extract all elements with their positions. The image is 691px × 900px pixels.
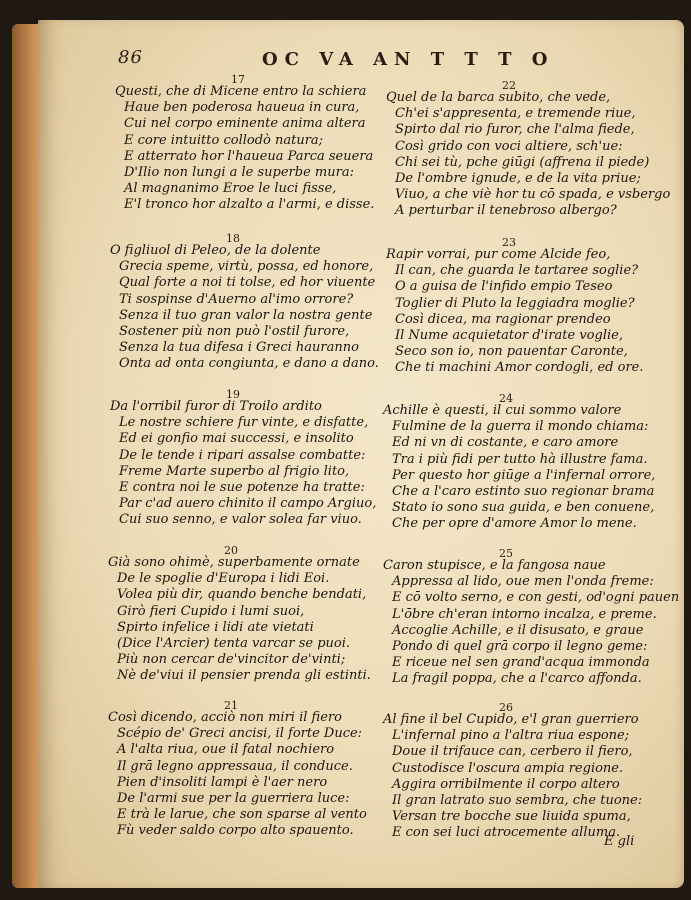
stanza-line: Doue il trifauce can, cerbero il fiero,: [392, 744, 633, 760]
stanza-26: [383, 701, 655, 842]
page-number: 86: [118, 47, 143, 68]
stanza-line: De l'ombre ignude, e de la vita priue;: [395, 171, 641, 187]
stanza-21: [108, 699, 380, 840]
stanza-line: Il can, che guarda le tartaree soglie?: [395, 263, 639, 279]
stanza-line: Chi sei tù, pche giūgi (affrena il piede): [395, 154, 650, 170]
stanza-line: Ed ei gonfio mai successi, e insolito: [119, 431, 354, 447]
stanza-number: 24: [499, 392, 513, 405]
stanza-line: Al magnanimo Eroe le luci fisse,: [124, 181, 337, 197]
stanza-line: Il grā legno appressaua, il conduce.: [117, 758, 353, 774]
stanza-line: Versan tre bocche sue liuida spuma,: [392, 809, 631, 825]
stanza-line: Volea più dir, quando benche bendati,: [117, 587, 367, 603]
stanza-line: E'l tronco hor alzalto a l'armi, e disse.: [124, 197, 375, 213]
stanza-line: O a guisa de l'infido empio Teseo: [395, 279, 613, 295]
stanza-line: E contra noi le sue potenze ha tratte:: [119, 480, 365, 496]
stanza-line: Grecia speme, virtù, possa, ed honore,: [119, 259, 374, 275]
stanza-line: Scépio de' Greci ancisi, il forte Duce:: [117, 726, 363, 742]
stanza-line: E core intuitto collodò natura;: [124, 132, 324, 148]
stanza-line: Le nostre schiere fur vinte, e disfatte,: [119, 415, 369, 431]
stanza-line: E con sei luci atrocemente alluma.: [392, 825, 621, 841]
stanza-number: 17: [231, 73, 245, 86]
stanza-line: Qual forte a noi ti tolse, ed hor viuente: [119, 275, 376, 291]
stanza-line: Il Nume acquietator d'irate voglie,: [395, 328, 623, 344]
stanza-line: Pondo di quel grā corpo il legno geme:: [392, 639, 648, 655]
stanza-line: Che a l'caro estinto suo regionar brama: [392, 484, 655, 500]
stanza-line: Ti sospinse d'Auerno al'imo orrore?: [119, 291, 354, 307]
stanza-line: Haue ben poderosa haueua in cura,: [124, 100, 360, 116]
stanza-20: [108, 544, 380, 685]
stanza-number: 25: [499, 547, 513, 560]
stanza-line: Aggira orribilmente il corpo altero: [392, 776, 620, 792]
stanza-line: Nè de'viui il pensier prenda gli estinti.: [117, 668, 371, 684]
stanza-line: Toglier di Pluto la leggiadra moglie?: [395, 295, 635, 311]
stanza-line: E riceue nel sen grand'acqua immonda: [392, 655, 650, 671]
stanza-line: Viuo, a che viè hor tu cō spada, e vsbergo: [395, 187, 671, 203]
stanza-line: A l'alta riua, oue il fatal nochiero: [117, 742, 335, 758]
stanza-17: [115, 73, 387, 214]
stanza-line: Così dicendo, acciò non miri il fiero: [108, 710, 342, 725]
stanza-19: [110, 388, 382, 529]
stanza-number: 20: [224, 544, 238, 557]
stanza-line: Ch'ei s'appresenta, e tremende riue,: [395, 106, 636, 122]
stanza-line: Cui suo senno, e valor solea far viuo.: [119, 512, 362, 528]
stanza-line: E atterrato hor l'haueua Parca seuera: [124, 148, 374, 164]
stanza-line: Senza il tuo gran valor la nostra gente: [119, 307, 373, 323]
stanza-line: Custodisce l'oscura ampia regione.: [392, 760, 624, 776]
stanza-line: Accoglie Achille, e il disusato, e graue: [392, 622, 644, 638]
stanza-line: Fù veder saldo corpo alto spauento.: [117, 823, 354, 839]
stanza-line: Par c'ad auero chinito il campo Argiuo,: [119, 496, 377, 512]
stanza-line: Sostener più non può l'ostil furore,: [119, 324, 350, 340]
stanza-line: Pien d'insoliti lampi è l'aer nero: [117, 774, 328, 790]
stanza-line: L'ōbre ch'eran intorno incalza, e preme.: [392, 606, 657, 622]
stanza-number: 22: [502, 79, 516, 92]
stanza-line: De le tende i ripari assalse combatte:: [119, 447, 366, 463]
stanza-line: Al fine il bel Cupido, e'l gran guerriero: [383, 712, 639, 727]
stanza-number: 21: [224, 699, 238, 712]
stanza-line: Questi, che di Micene entro la schiera: [115, 84, 367, 99]
stanza-line: D'Ilio non lungi a le superbe mura:: [124, 165, 354, 181]
stanza-23: [386, 236, 658, 377]
stanza-line: Rapir vorrai, pur come Alcide feo,: [386, 247, 611, 262]
stanza-line: Achille è questi, il cui sommo valore: [383, 403, 622, 418]
stanza-number: 18: [226, 232, 240, 245]
stanza-line: Onta ad onta congiunta, e dano a dano.: [119, 356, 379, 372]
stanza-line: A perturbar il tenebroso albergo?: [395, 203, 617, 219]
stanza-line: La fragil poppa, che a l'carco affonda.: [392, 671, 642, 687]
stanza-line: Cui nel corpo eminente anima altera: [124, 116, 366, 132]
stanza-line: Per questo hor giūge a l'infernal orrore,: [392, 467, 656, 483]
stanza-24: [383, 392, 656, 533]
stanza-line: Così dicea, ma ragionar prendeo: [395, 311, 611, 327]
stanza-line: Quel de la barca subito, che vede,: [386, 90, 611, 105]
stanza-line: Seco son io, non pauentar Caronte,: [395, 344, 628, 360]
stanza-line: Ed ni vn di costante, e caro amore: [392, 435, 619, 451]
stanza-line: Appressa al lido, oue men l'onda freme:: [392, 574, 654, 590]
stanza-line: Che ti machini Amor cordogli, ed ore.: [395, 360, 644, 376]
stanza-line: E trà le larue, che son sparse al vento: [117, 807, 367, 823]
stanza-line: Così grido con voci altiere, sch'ue:: [395, 138, 623, 154]
stanza-line: E cō volto serno, e con gesti, od'ogni pauen: [392, 590, 680, 606]
stanza-line: Fulmine de la guerra il mondo chiama:: [392, 419, 649, 435]
stanza-number: 26: [499, 701, 513, 714]
stanza-22: [386, 79, 671, 220]
stanza-line: Stato io sono sua guida, e ben conuene,: [392, 500, 655, 516]
running-head: OC VA AN T T T O: [262, 49, 555, 70]
stanza-line: (Dice l'Arcier) tenta varcar se puoi.: [117, 636, 351, 652]
stanza-line: Più non cercar de'vincitor de'vinti;: [117, 652, 346, 668]
stanza-line: O figliuol di Peleo, de la dolente: [110, 243, 321, 258]
stanza-line: Il gran latrato suo sembra, che tuone:: [392, 793, 643, 809]
stanza-line: Già sono ohimè, superbamente ornate: [108, 555, 360, 570]
stanza-number: 23: [502, 236, 516, 249]
stanza-line: Girò fieri Cupido i lumi suoi,: [117, 603, 305, 619]
stanza-18: [110, 232, 382, 373]
stanza-line: Che per opre d'amore Amor lo mene.: [392, 516, 637, 532]
stanza-line: Tra i più fidi per tutto hà illustre fama.: [392, 451, 648, 467]
stanza-25: [383, 547, 680, 688]
stanza-line: Senza la tua difesa i Greci hauranno: [119, 340, 359, 356]
stanza-line: Da l'orribil furor di Troilo ardito: [110, 399, 322, 414]
stanza-number: 19: [226, 388, 240, 401]
stanza-line: De l'armi sue per la guerriera luce:: [117, 791, 350, 807]
catchword: E gli: [604, 834, 635, 849]
stanza-line: De le spoglie d'Europa i lidi Eoi.: [117, 571, 330, 587]
stanza-line: Freme Marte superbo al frigio lito,: [119, 463, 350, 479]
stanza-line: Caron stupisce, e la fangosa naue: [383, 558, 606, 573]
stanza-line: L'infernal pino a l'altra riua espone;: [392, 728, 630, 744]
stanza-line: Spirto dal rio furor, che l'alma fiede,: [395, 122, 635, 138]
stanza-line: Spirto infelice i lidi ate vietati: [117, 619, 314, 635]
